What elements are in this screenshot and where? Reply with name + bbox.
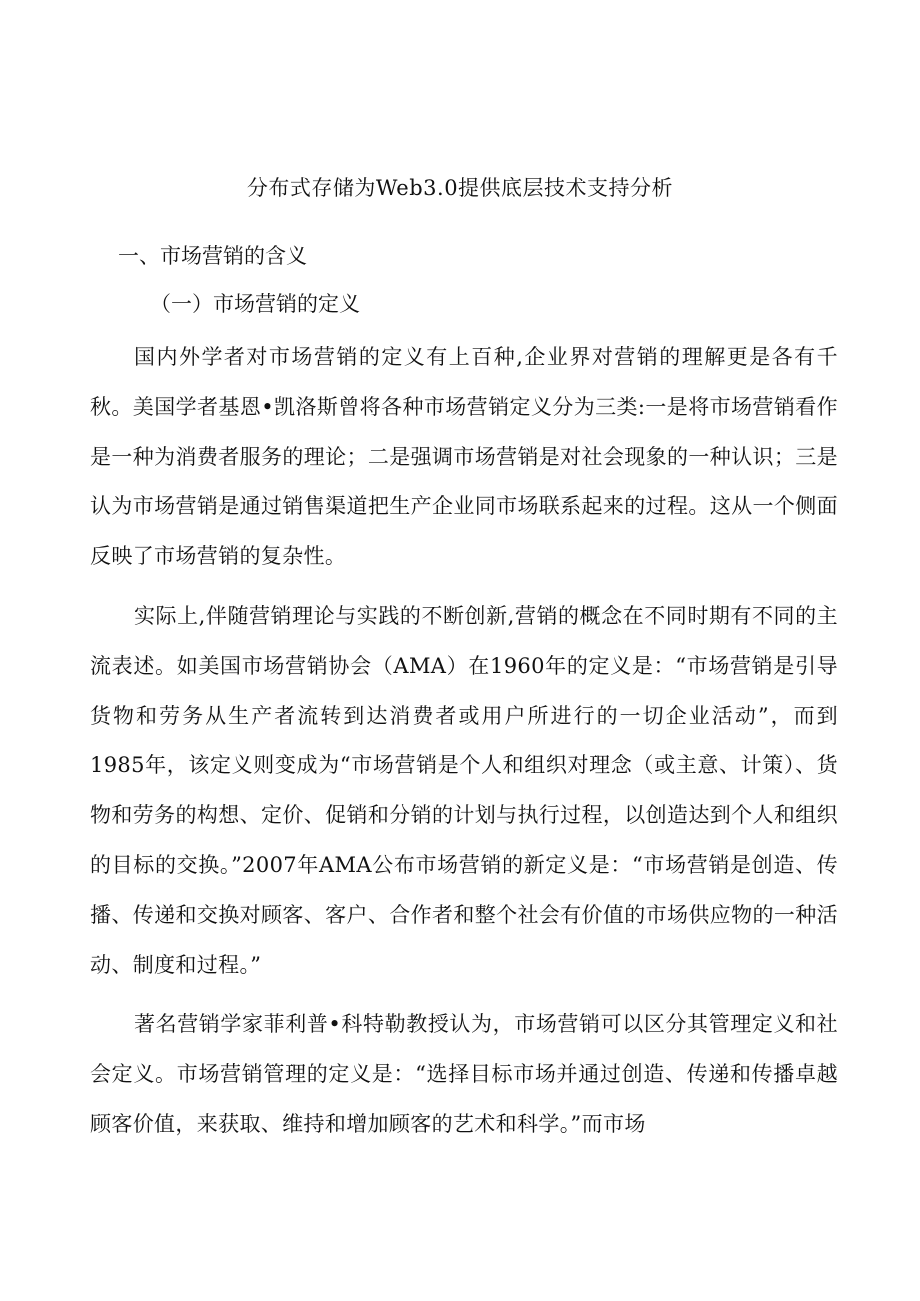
paragraph-3: 著名营销学家菲利普•科特勒教授认为，市场营销可以区分其管理定义和社会定义。市场营销管理的定义是：“选择目标市场并通过创造、传递和传播卓越顾客价值，来获取、维持和增加顾客的艺术和科学。”而市场 [90, 1012, 838, 1136]
paragraph-2: 实际上,伴随营销理论与实践的不断创新,营销的概念在不同时期有不同的主流表述。如美国市场营销协会（AMA）在1960年的定义是：“市场营销是引导货物和劳务从生产者流转到达消费者或用户所进行的一切企业活动”，而到1985年，该定义则变成为“市场营销是个人和组织对理念（或主意、计策）、货物和劳务的构想、定价、促销和分销的计划与执行过程，以创造达到个人和组织的目标的交换。”2007年AMA公布市场营销的新定义是：“市场营销是创造、传播、传递和交换对顾客、客户、合作者和整个社会有价值的市场供应物的一种活动、制度和过程。” [90, 604, 838, 977]
section-heading: 一、市场营销的含义 [118, 244, 307, 268]
document-title: 分布式存储为Web3.0提供底层技术支持分析 [246, 176, 674, 200]
paragraph-1: 国内外学者对市场营销的定义有上百种,企业界对营销的理解更是各有千秋。美国学者基恩•凯洛斯曾将各种市场营销定义分为三类:一是将市场营销看作是一种为消费者服务的理论；二是强调市场营销是对社会现象的一种认识；三是认为市场营销是通过销售渠道把生产企业同市场联系起来的过程。这从一个侧面反映了市场营销的复杂性。 [90, 345, 838, 569]
subsection-heading: （一）市场营销的定义 [150, 292, 360, 316]
